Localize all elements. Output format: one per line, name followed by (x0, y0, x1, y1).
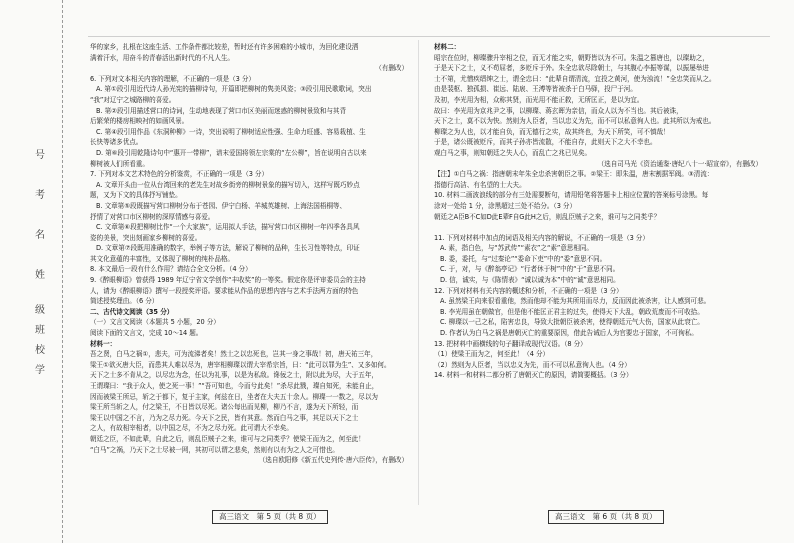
text-line: 12. 下列对材料有关内容的概述和分析，不正确的一项是（3 分） (434, 286, 623, 295)
text-line: 柳璨之为人也，以才能自负，而无德行之实，故其终也，为天下所笑，可不慎哉！ (434, 127, 670, 136)
text-line: （1）使梁王而为之，何至此！（4 分） (434, 350, 550, 359)
text-line: 姿的美景，突出刻画家乡柳树的喜爱。 (90, 233, 202, 242)
page-footer-left: 高三语文 第 5 页（共 8 页） (212, 510, 328, 524)
text-line: （选自欧阳修《新五代史列传·唐六臣传》，有删改） (258, 456, 408, 465)
text-line: 涂对一处给 1 分，涂黑超过三处不给分。（3 分） (434, 201, 577, 210)
text-line: A. 文章开头由一位从台湾回来的老先生对故乡街旁的柳树景象的描写切入，这样写既巧妙点 (96, 180, 360, 189)
text-line: 指德行高洁、有名望的士大夫。 (434, 180, 526, 189)
text-line: 观白马之事，则知朝廷之失人心，而乱亡之兆已见矣。 (434, 148, 592, 157)
text-line (434, 222, 762, 233)
text-line: 之人，有故相宰相者，以中国之尽，不为之尽力死。此可谓大不幸矣。 (90, 424, 293, 433)
text-line: 昭宗在位时，柳璨骤升宰相之位，而无才能之实，朝野皆以为不可。朱温之篡唐也，以璨助之， (434, 53, 709, 62)
top-rule (88, 36, 770, 37)
margin-label: 学 (35, 365, 45, 376)
binding-margin (0, 0, 63, 543)
margin-label: 号 (35, 150, 45, 161)
text-line: 10. 材料二画波浪线的部分有三处需要断句，请用铅笔将答题卡上相应位置的答案标号涂黑。每 (434, 191, 709, 200)
text-line: 梁王所当斩之人，付之梁王，不日皆以尽死。诸公每出而见柳，柳乃不言，遂为天下所轻，而 (90, 403, 359, 412)
text-line: B. 第②段引用描述营口的诗词，生动地表现了营口市区美丽而迷惑的柳树景致和与其背 (96, 106, 347, 115)
text-line: 材料二： (434, 43, 461, 51)
text-line: D. 第⑥段引用乾隆诗句中“惠开一带柳”，谱末爱国将领左宗棠的“左公柳”，旨在说明自古以来 (96, 148, 367, 157)
text-line: 简述授奖理由。（6 分） (90, 297, 159, 306)
text-line: 满着汗水，用奋斗的青春活出新时代的不凡人生。 (90, 53, 234, 62)
margin-label: 班 (35, 325, 45, 336)
text-line: 天下之士多不肯从之，以尽忠为念，任以为礼事，以是为私敌。谗佞之士，附以此为尽，大于五年， (90, 371, 378, 380)
text-line: 及初，李光用为相，众称其贤，而光用不能正救，无所匡正，是以为宜。 (434, 95, 644, 104)
text-line: 题，又为下文的具体抒写铺垫。 (90, 191, 182, 200)
text-line: 吾之贤，白马之祸①，悲夫，可为流涕者矣！然士之以忠死也，岂其一身之事哉！初，唐天祐三年， (90, 350, 378, 359)
text-line: 后繁荣的楼房相映衬的如画风景。 (90, 117, 189, 126)
text-line: A. 素，指白色，与“苏武传”“素衣”之“素”意思相同。 (440, 244, 593, 253)
margin-label: 名 (35, 230, 45, 241)
text-line: （有删改） (375, 64, 408, 73)
text-line: 9.《醉眼柳语》曾获得 1989 年辽宁省文学创作“丰收奖”的一等奖。假定你是评审委员会的主持 (90, 276, 366, 285)
text-line: 因而被梁王所忌，斩之于都下，复于主家，何兹在日，坐者在大夫五十余人。柳璨一一数之，尽以为 (90, 392, 378, 401)
text-line: 于是，诸公既被贬斥，而其子孙亦皆流散，不能自存，此则天下之大不幸也。 (434, 138, 657, 147)
text-line: “白马”之祸，乃天下之士尽被一网，其初可以谓之悲矣，然则有以有为之人之可惜也。 (90, 445, 339, 454)
column-divider (418, 40, 419, 505)
text-line: C. 于，对，与《醉翁亭记》“行者休于树”中的“于”意思不同。 (440, 265, 620, 274)
text-line: 由是裴枢、独孤损、崔远、陆扆、王溥等皆被杀于白马驿，投尸于河。 (434, 85, 637, 94)
text-line: B. 文章第⑤段既描写营口柳树分布于苍园、伊宁白杨、羊城英雄树、上海法国梧桐等、 (96, 201, 347, 210)
text-line: D. 文章第⑦段既用准确的数字，举例子等方法，解说了柳树的品种，生长习性等特点，印证 (96, 244, 360, 253)
page-footer-right: 高三语文 第 6 页（共 8 页） (548, 510, 664, 524)
text-line: 8. 本文最后一段有什么作用？请结合全文分析。（4 分） (90, 265, 252, 274)
text-line: C. 文章第⑥段把柳树比作“一个大家族”，运用拟人手法，描写营口市区柳树一年四季各具风 (96, 223, 360, 232)
text-line: 天下之士，莫不以为快。然则为人臣者，当以忠义为先，而不可以私意徇人也。此其所以为戒也。 (434, 117, 716, 126)
text-line: B. 委，委托，与“过秦论”“委命下吏”中的“委”意思不同。 (440, 254, 607, 263)
q10-sentence: 朝廷之A臣B不C如D此E辈F自G此H之后，则乱臣贼子之来，谁可与之同类乎？ (434, 212, 661, 221)
text-line: 阅读下面的文言文，完成 10～14 题。 (90, 329, 203, 338)
text-line: （选自司马光《资治通鉴·唐纪八十一·昭宣帝》，有删改） (597, 159, 762, 168)
margin-label: 级 (35, 305, 45, 316)
text-line: 柳树被人们所看重。 (90, 159, 149, 168)
text-line: 材料一： (90, 339, 117, 348)
text-line: 长快等诸多优点。 (90, 138, 143, 147)
text-line: 其文化意蕴的丰富性，又体现了柳树的纯朴品格。 (90, 254, 234, 263)
text-line: 梁王以中国之不言，乃为之尽力死。今天下之民，皆有其意。然而白马之事，其足以天下之士 (90, 413, 359, 422)
text-line: 14. 材料一和材料二都分析了唐朝灭亡的原因，请简要概括。（3 分） (434, 371, 633, 380)
text-line: 【注】①白马之祸：指唐朝末年朱全忠杀害朝臣之事。②梁王：即朱温，唐末割据军阀。③清流： (434, 170, 714, 179)
text-line: 朝廷之臣，不如此辈，自此之后，则乱臣贼子之来，谁可与之同类乎？使梁王而为之，何至此！ (90, 434, 365, 443)
text-line: D. 作者认为白马之祸是唐朝灭亡的重要原因，借此告诫后人为官要忠于国家，不可徇私。 (440, 329, 698, 338)
text-line: 人，请为《醉眼柳语》撰写一段授奖评语。要求能从作品的思想内容与艺术手法两方面的特色 (90, 286, 359, 295)
text-line: 6. 下列对文本相关内容的理解，不正确的一项是（3 分） (90, 74, 255, 83)
left-column (90, 42, 408, 466)
margin-label: 考 (35, 190, 45, 201)
text-line: A. 第①段引用近代诗人孙光宪的描柳诗句，开篇即把柳树的隽美风姿；③段引用民歌歌词，突出 (96, 85, 372, 94)
right-column (434, 42, 762, 381)
text-line: 13. 把材料中画横线的句子翻译成现代汉语。（8 分） (434, 339, 587, 348)
text-line: 士不第，尤憎疾缙绅之士，谓全忠曰：“此辈自谓清流，宜投之黄河，使为浊流！”全忠笑而从之。 (434, 74, 716, 83)
text-line: （2）然则为人臣者，当以忠义为先，而不可以私意徇人也。（4 分） (434, 360, 631, 369)
text-line: 7. 下列对本文艺术特色的分析鉴赏，不正确的一项是（3 分） (90, 170, 269, 179)
text-line: 华的家乡，扎根在这座生活、工作条件都比较差，暂时还有许多困难的小城市，为回化建设洒 (90, 43, 359, 51)
text-line: 故曰：李光用为京兆尹之事，以柳璨、蒋玄晖为亲信，而众人以为不当也。其后被诛， (434, 106, 683, 115)
text-line: “我”对辽宁之城路柳的喜爱。 (90, 95, 176, 104)
text-line: B. 李光用虽在朝做官，但是他不能匡正君主的过失，使得天下大乱，朝政荒废而不可收拾。 (440, 307, 704, 316)
text-line: C. 第④段引用作品《东洞种柳》一诗，突出说明了柳树适应性强、生命力旺盛、容易栽植、生 (96, 127, 366, 136)
text-line: 王谓璨曰：“我于众人，使之死一事！”“吾可知也，今而兮此矣！”杀尽此戮，璨自知死，未能自止， (90, 382, 379, 390)
text-line: D. 信，诚实，与《陈情表》“诚以诚为本”中的“诚”意思相同。 (440, 276, 620, 285)
text-line: 11. 下列对材料中加点的词语及相关内容的解说，不正确的一项是（3 分） (434, 233, 649, 242)
text-line: 抒情了对营口市区柳树的深厚情感与喜爱。 (90, 212, 215, 221)
text-line: 于是天下之士，义不苟屈者，多贬斥于外。朱全忠欲尽除朝士，与其腹心李振等谋，以振屡举进 (434, 64, 709, 73)
text-line: 二、古代诗文阅读（35 分） (90, 307, 174, 316)
margin-label: 姓 (35, 270, 45, 281)
text-line: （一）文言文阅读（本题共 5 小题，20 分） (90, 318, 220, 327)
text-line: A. 虽然梁王向来很看重他，然而他却不能为其所用而尽力，反而因此被杀害，让人感到可悲。 (440, 297, 711, 306)
text-line: C. 柳璨以一己之私，陷害忠良，导致大批朝臣被杀害，使得朝廷元气大伤，国家从此衰亡。 (440, 318, 704, 327)
margin-label: 校 (35, 345, 45, 356)
text-line: 梁王①欲灭唐大臣，而患其人难以尽为，唐宰相柳璨以谓大宰希宗旨，曰：“此可以罪为生”、又多如何。 (90, 360, 391, 369)
